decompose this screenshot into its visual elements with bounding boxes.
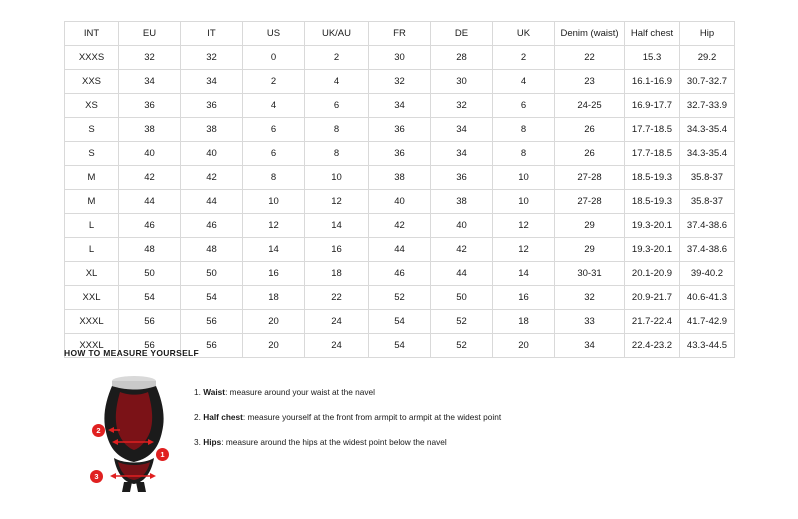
cell-hip: 35.8-37 <box>680 166 735 190</box>
cell-denim-waist: 33 <box>555 310 625 334</box>
cell-uk: 10 <box>493 190 555 214</box>
cell-eu: 36 <box>119 94 181 118</box>
cell-us: 16 <box>243 262 305 286</box>
measure-note-index: 1. <box>194 387 201 397</box>
cell-int: XL <box>65 262 119 286</box>
cell-it: 42 <box>181 166 243 190</box>
cell-hip: 35.8-37 <box>680 190 735 214</box>
cell-fr: 32 <box>369 70 431 94</box>
cell-it: 32 <box>181 46 243 70</box>
cell-hip: 37.4-38.6 <box>680 238 735 262</box>
measure-note-waist <box>194 386 744 399</box>
column-header-denim-waist: Denim (waist) <box>555 22 625 46</box>
cell-denim-waist: 32 <box>555 286 625 310</box>
column-header-it: IT <box>181 22 243 46</box>
cell-int: XXXL <box>65 310 119 334</box>
cell-it: 56 <box>181 334 243 358</box>
cell-de: 38 <box>431 190 493 214</box>
cell-fr: 36 <box>369 118 431 142</box>
cell-uk: 14 <box>493 262 555 286</box>
cell-it: 46 <box>181 214 243 238</box>
mannequin-figure <box>64 372 194 492</box>
cell-it: 34 <box>181 70 243 94</box>
table-row <box>65 94 735 118</box>
column-header-eu: EU <box>119 22 181 46</box>
cell-eu: 44 <box>119 190 181 214</box>
how-to-measure-section <box>64 348 744 492</box>
cell-half-chest: 18.5-19.3 <box>625 190 680 214</box>
cell-eu: 50 <box>119 262 181 286</box>
cell-uk: 6 <box>493 94 555 118</box>
cell-it: 48 <box>181 238 243 262</box>
cell-us: 12 <box>243 214 305 238</box>
column-header-hip: Hip <box>680 22 735 46</box>
cell-fr: 52 <box>369 286 431 310</box>
cell-int: XXXL <box>65 334 119 358</box>
cell-fr: 38 <box>369 166 431 190</box>
cell-eu: 54 <box>119 286 181 310</box>
cell-fr: 36 <box>369 142 431 166</box>
table-row <box>65 46 735 70</box>
table-row <box>65 214 735 238</box>
mannequin-illustration <box>64 372 194 492</box>
table-row <box>65 190 735 214</box>
cell-eu: 34 <box>119 70 181 94</box>
measure-note-index: 3. <box>194 437 201 447</box>
cell-eu: 40 <box>119 142 181 166</box>
cell-uk-au: 8 <box>305 118 369 142</box>
table-header-row <box>65 22 735 46</box>
cell-int: XXXS <box>65 46 119 70</box>
cell-de: 30 <box>431 70 493 94</box>
cell-hip: 30.7-32.7 <box>680 70 735 94</box>
cell-hip: 43.3-44.5 <box>680 334 735 358</box>
cell-hip: 40.6-41.3 <box>680 286 735 310</box>
cell-hip: 34.3-35.4 <box>680 142 735 166</box>
cell-us: 4 <box>243 94 305 118</box>
measure-note-term: Waist <box>203 387 226 397</box>
measure-note-hips <box>194 436 744 449</box>
table-row <box>65 286 735 310</box>
measure-note-term: Hips <box>203 437 222 447</box>
cell-denim-waist: 29 <box>555 238 625 262</box>
cell-uk-au: 10 <box>305 166 369 190</box>
cell-half-chest: 19.3-20.1 <box>625 214 680 238</box>
cell-it: 40 <box>181 142 243 166</box>
cell-uk-au: 6 <box>305 94 369 118</box>
cell-fr: 54 <box>369 310 431 334</box>
cell-us: 6 <box>243 142 305 166</box>
cell-fr: 42 <box>369 214 431 238</box>
cell-hip: 37.4-38.6 <box>680 214 735 238</box>
cell-de: 50 <box>431 286 493 310</box>
cell-uk: 12 <box>493 238 555 262</box>
cell-fr: 46 <box>369 262 431 286</box>
table-row <box>65 310 735 334</box>
measure-note-index: 2. <box>194 412 201 422</box>
cell-us: 10 <box>243 190 305 214</box>
cell-half-chest: 17.7-18.5 <box>625 118 680 142</box>
measure-marker-3: 3 <box>90 470 103 483</box>
cell-it: 50 <box>181 262 243 286</box>
cell-fr: 44 <box>369 238 431 262</box>
cell-hip: 39-40.2 <box>680 262 735 286</box>
size-chart-table <box>64 21 735 358</box>
cell-uk: 8 <box>493 142 555 166</box>
cell-hip: 41.7-42.9 <box>680 310 735 334</box>
cell-half-chest: 20.1-20.9 <box>625 262 680 286</box>
cell-half-chest: 18.5-19.3 <box>625 166 680 190</box>
cell-de: 36 <box>431 166 493 190</box>
cell-hip: 29.2 <box>680 46 735 70</box>
cell-half-chest: 19.3-20.1 <box>625 238 680 262</box>
table-row <box>65 238 735 262</box>
cell-denim-waist: 27-28 <box>555 166 625 190</box>
measure-note-half-chest <box>194 411 744 424</box>
table-row <box>65 262 735 286</box>
table-row <box>65 70 735 94</box>
cell-eu: 38 <box>119 118 181 142</box>
table-row <box>65 118 735 142</box>
cell-half-chest: 22.4-23.2 <box>625 334 680 358</box>
measure-note-text: : measure around your waist at the navel <box>225 387 375 397</box>
column-header-uk-au: UK/AU <box>305 22 369 46</box>
measure-note-term: Half chest <box>203 412 243 422</box>
cell-denim-waist: 22 <box>555 46 625 70</box>
cell-it: 54 <box>181 286 243 310</box>
cell-fr: 34 <box>369 94 431 118</box>
cell-de: 34 <box>431 142 493 166</box>
cell-uk-au: 12 <box>305 190 369 214</box>
cell-uk: 10 <box>493 166 555 190</box>
cell-eu: 56 <box>119 310 181 334</box>
table-body <box>65 46 735 358</box>
cell-de: 32 <box>431 94 493 118</box>
cell-half-chest: 17.7-18.5 <box>625 142 680 166</box>
cell-uk-au: 14 <box>305 214 369 238</box>
cell-int: M <box>65 190 119 214</box>
measure-marker-2: 2 <box>92 424 105 437</box>
cell-it: 36 <box>181 94 243 118</box>
cell-half-chest: 15.3 <box>625 46 680 70</box>
column-header-de: DE <box>431 22 493 46</box>
column-header-half-chest: Half chest <box>625 22 680 46</box>
cell-denim-waist: 26 <box>555 142 625 166</box>
cell-us: 14 <box>243 238 305 262</box>
measure-note-text: : measure yourself at the front from armpit to armpit at the widest point <box>242 412 502 422</box>
measure-note-text: : measure around the hips at the widest point below the navel <box>221 437 447 447</box>
cell-de: 34 <box>431 118 493 142</box>
cell-uk: 12 <box>493 214 555 238</box>
size-chart-container <box>64 21 734 358</box>
cell-uk: 20 <box>493 334 555 358</box>
cell-int: XXS <box>65 70 119 94</box>
cell-us: 6 <box>243 118 305 142</box>
cell-int: S <box>65 142 119 166</box>
how-to-measure-title: HOW TO MEASURE YOURSELF <box>64 348 200 358</box>
cell-denim-waist: 29 <box>555 214 625 238</box>
cell-hip: 34.3-35.4 <box>680 118 735 142</box>
cell-int: S <box>65 118 119 142</box>
cell-de: 28 <box>431 46 493 70</box>
table-header <box>65 22 735 46</box>
cell-eu: 42 <box>119 166 181 190</box>
cell-uk: 18 <box>493 310 555 334</box>
cell-us: 2 <box>243 70 305 94</box>
cell-uk: 2 <box>493 46 555 70</box>
column-header-us: US <box>243 22 305 46</box>
cell-int: M <box>65 166 119 190</box>
cell-de: 52 <box>431 310 493 334</box>
cell-de: 42 <box>431 238 493 262</box>
how-to-measure-body <box>64 372 744 492</box>
cell-half-chest: 16.1-16.9 <box>625 70 680 94</box>
cell-us: 20 <box>243 334 305 358</box>
column-header-int: INT <box>65 22 119 46</box>
cell-de: 52 <box>431 334 493 358</box>
cell-denim-waist: 23 <box>555 70 625 94</box>
cell-fr: 40 <box>369 190 431 214</box>
cell-hip: 32.7-33.9 <box>680 94 735 118</box>
cell-half-chest: 21.7-22.4 <box>625 310 680 334</box>
cell-uk: 8 <box>493 118 555 142</box>
cell-eu: 56 <box>119 334 181 358</box>
cell-int: L <box>65 214 119 238</box>
cell-fr: 54 <box>369 334 431 358</box>
column-header-uk: UK <box>493 22 555 46</box>
cell-it: 38 <box>181 118 243 142</box>
cell-half-chest: 16.9-17.7 <box>625 94 680 118</box>
cell-int: XS <box>65 94 119 118</box>
cell-eu: 46 <box>119 214 181 238</box>
cell-uk-au: 24 <box>305 334 369 358</box>
cell-uk-au: 4 <box>305 70 369 94</box>
cell-denim-waist: 24-25 <box>555 94 625 118</box>
cell-int: XXL <box>65 286 119 310</box>
cell-uk-au: 16 <box>305 238 369 262</box>
cell-uk-au: 22 <box>305 286 369 310</box>
cell-uk-au: 24 <box>305 310 369 334</box>
cell-int: L <box>65 238 119 262</box>
cell-us: 8 <box>243 166 305 190</box>
cell-denim-waist: 26 <box>555 118 625 142</box>
measure-marker-1: 1 <box>156 448 169 461</box>
measure-instructions <box>194 372 744 461</box>
cell-eu: 32 <box>119 46 181 70</box>
table-row <box>65 142 735 166</box>
cell-us: 20 <box>243 310 305 334</box>
cell-denim-waist: 27-28 <box>555 190 625 214</box>
cell-uk-au: 8 <box>305 142 369 166</box>
table-row <box>65 166 735 190</box>
cell-us: 18 <box>243 286 305 310</box>
cell-it: 44 <box>181 190 243 214</box>
cell-uk: 4 <box>493 70 555 94</box>
cell-denim-waist: 30-31 <box>555 262 625 286</box>
cell-uk-au: 18 <box>305 262 369 286</box>
cell-de: 40 <box>431 214 493 238</box>
cell-uk-au: 2 <box>305 46 369 70</box>
cell-fr: 30 <box>369 46 431 70</box>
column-header-fr: FR <box>369 22 431 46</box>
cell-uk: 16 <box>493 286 555 310</box>
cell-eu: 48 <box>119 238 181 262</box>
cell-half-chest: 20.9-21.7 <box>625 286 680 310</box>
cell-us: 0 <box>243 46 305 70</box>
cell-it: 56 <box>181 310 243 334</box>
cell-denim-waist: 34 <box>555 334 625 358</box>
cell-de: 44 <box>431 262 493 286</box>
